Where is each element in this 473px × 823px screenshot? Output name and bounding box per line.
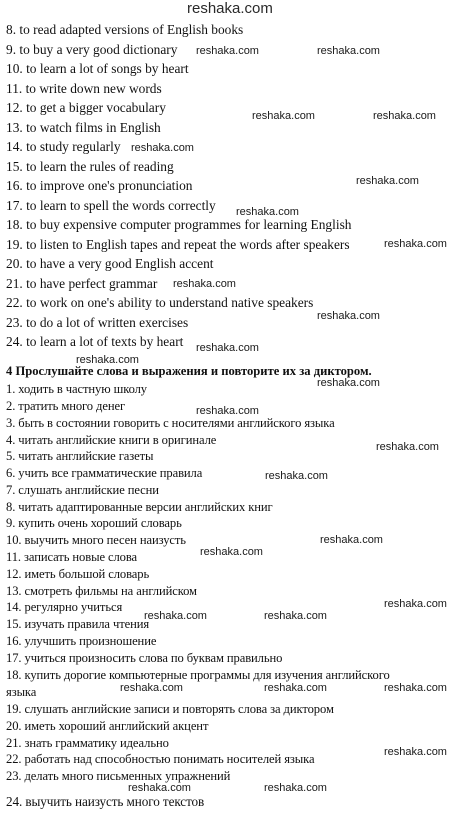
- watermark: reshaka.com: [376, 441, 439, 453]
- russian-item-6: 6. учить все грамматические правила: [6, 466, 203, 480]
- russian-item-9: 9. купить очень хороший словарь: [6, 516, 182, 530]
- english-item-22: 22. to work on one's ability to understand native speakers: [6, 295, 314, 310]
- watermark: reshaka.com: [317, 377, 380, 389]
- english-item-18: 18. to buy expensive computer programmes for learning English: [6, 217, 352, 232]
- watermark: reshaka.com: [356, 175, 419, 187]
- watermark: reshaka.com: [252, 110, 315, 122]
- english-item-16: 16. to improve one's pronunciation: [6, 178, 193, 193]
- watermark: reshaka.com: [384, 238, 447, 250]
- russian-item-4: 4. читать английские книги в оригинале: [6, 433, 217, 447]
- watermark: reshaka.com: [384, 598, 447, 610]
- watermark: reshaka.com: [317, 45, 380, 57]
- english-item-20: 20. to have a very good English accent: [6, 256, 214, 271]
- russian-item-18: 18. купить дорогие компьютерные программы для изучения английского: [6, 668, 390, 682]
- watermark: reshaka.com: [196, 342, 259, 354]
- russian-item-22: 22. работать над способностью понимать носителей языка: [6, 752, 315, 766]
- russian-item-18-cont: языка: [6, 685, 37, 699]
- watermark: reshaka.com: [373, 110, 436, 122]
- watermark: reshaka.com: [173, 278, 236, 290]
- russian-item-16: 16. улучшить произношение: [6, 634, 157, 648]
- english-item-23: 23. to do a lot of written exercises: [6, 315, 189, 330]
- watermark: reshaka.com: [196, 405, 259, 417]
- russian-item-14: 14. регулярно учиться: [6, 600, 123, 614]
- watermark: reshaka.com: [320, 534, 383, 546]
- russian-item-7: 7. слушать английские песни: [6, 483, 159, 497]
- english-item-24: 24. to learn a lot of texts by heart: [6, 334, 184, 349]
- english-item-21: 21. to have perfect grammar: [6, 276, 158, 291]
- russian-item-19: 19. слушать английские записи и повторять слова за диктором: [6, 702, 334, 716]
- watermark: reshaka.com: [264, 682, 327, 694]
- english-item-8: 8. to read adapted versions of English books: [6, 22, 244, 37]
- russian-item-5: 5. читать английские газеты: [6, 449, 154, 463]
- english-item-13: 13. to watch films in English: [6, 120, 161, 135]
- watermark: reshaka.com: [131, 142, 194, 154]
- watermark: reshaka.com: [120, 682, 183, 694]
- english-item-19: 19. to listen to English tapes and repeat the words after speakers: [6, 237, 350, 252]
- english-item-14: 14. to study regularly: [6, 139, 121, 154]
- watermark: reshaka.com: [144, 610, 207, 622]
- russian-item-3: 3. быть в состоянии говорить с носителями английского языка: [6, 416, 335, 430]
- russian-item-11: 11. записать новые слова: [6, 550, 138, 564]
- watermark-top: reshaka.com: [187, 0, 273, 17]
- english-item-12: 12. to get a bigger vocabulary: [6, 100, 166, 115]
- russian-item-13: 13. смотреть фильмы на английском: [6, 584, 197, 598]
- russian-item-20: 20. иметь хороший английский акцент: [6, 719, 209, 733]
- watermark: reshaka.com: [76, 354, 139, 366]
- russian-item-17: 17. учиться произносить слова по буквам правильно: [6, 651, 283, 665]
- english-item-9: 9. to buy a very good dictionary: [6, 42, 178, 57]
- watermark: reshaka.com: [317, 310, 380, 322]
- russian-item-2: 2. тратить много денег: [6, 399, 126, 413]
- russian-item-21: 21. знать грамматику идеально: [6, 736, 169, 750]
- watermark: reshaka.com: [128, 782, 191, 794]
- watermark: reshaka.com: [264, 782, 327, 794]
- watermark: reshaka.com: [264, 610, 327, 622]
- watermark: reshaka.com: [384, 682, 447, 694]
- english-item-17: 17. to learn to spell the words correctly: [6, 198, 216, 213]
- russian-item-23: 23. делать много письменных упражнений: [6, 769, 231, 783]
- russian-item-8: 8. читать адаптированные версии английских книг: [6, 500, 273, 514]
- russian-item-24: 24. выучить наизусть много текстов: [6, 794, 205, 809]
- english-item-11: 11. to write down new words: [6, 81, 162, 96]
- russian-item-10: 10. выучить много песен наизусть: [6, 533, 186, 547]
- watermark: reshaka.com: [236, 206, 299, 218]
- russian-item-1: 1. ходить в частную школу: [6, 382, 147, 396]
- watermark: reshaka.com: [200, 546, 263, 558]
- section-heading: 4 Прослушайте слова и выражения и повторите их за диктором.: [6, 364, 372, 378]
- english-item-10: 10. to learn a lot of songs by heart: [6, 61, 189, 76]
- russian-item-15: 15. изучать правила чтения: [6, 617, 150, 631]
- watermark: reshaka.com: [265, 470, 328, 482]
- watermark: reshaka.com: [196, 45, 259, 57]
- russian-item-12: 12. иметь большой словарь: [6, 567, 150, 581]
- watermark: reshaka.com: [384, 746, 447, 758]
- english-item-15: 15. to learn the rules of reading: [6, 159, 174, 174]
